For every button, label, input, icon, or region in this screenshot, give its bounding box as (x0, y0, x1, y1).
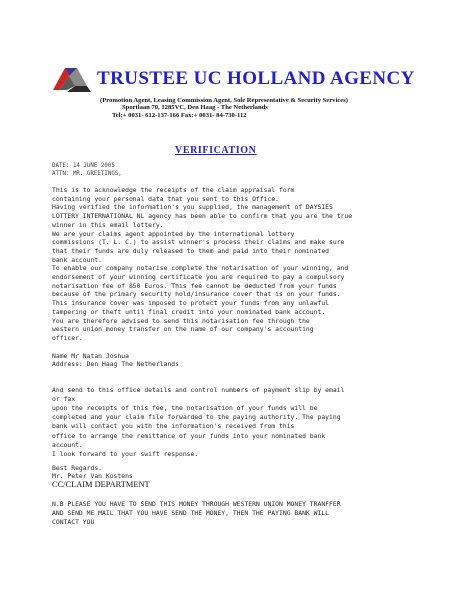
date-line: DATE: 14 JUNE 2005 (52, 163, 115, 169)
paragraph2-line: And send to this office details and control numbers of payment slip by email (52, 386, 345, 394)
payee-name-line: Name Mr Natan Joshua (52, 352, 129, 360)
letterhead-details (100, 97, 400, 119)
agency-logo (47, 60, 93, 94)
paragraph2-line: account. (52, 440, 83, 449)
department-line: CC/CLAIM DEPARTMENT (52, 480, 150, 489)
paragraph2-line: completed and your claim file forwarded to the paying authority. The paying (52, 413, 341, 422)
agency-subtitle: (Promotion Agent, Leasing Commission Agent, Sole Representative & Security Services) (100, 97, 348, 104)
nb-line: AND SEND ME MAIL THAT YOU HAVE SEND THE MONEY, THEN THE PAYING BANK WILL (52, 509, 330, 517)
paragraph1-line: bank account. (52, 255, 103, 264)
paragraph1-line: commissions (T. L. C.) to assist winner's process their claims and make sure (52, 238, 345, 247)
nb-line: CONTACT YOU (52, 518, 95, 526)
agency-address: Sportlaan 70, 1285VC, Den Haag - The Netherlands (122, 104, 268, 112)
signer-line: Mr. Peter Van Kostens (52, 472, 133, 480)
paragraph2-line: upon the receipts of this fee, the notarisation of your funds will be (52, 404, 318, 413)
paragraph2-line: bank will contact you with the information's received from this (52, 422, 295, 431)
attn-line: ATTN: MR. GREETINGS, (52, 171, 122, 177)
paragraph1-line: endorsement of your winning certificate you are required to pay a compulsory (52, 273, 345, 281)
paragraph1-line: containing your personal data that you sent to this Office. (52, 194, 280, 203)
paragraph1-line: that their funds are duly released to them and paid into their nominated (52, 246, 330, 255)
payee-address-line: Address: Den Haag The Netherlands (52, 360, 179, 368)
paragraph1-line: because of the primary security hold/insurance cover that is on your funds. (52, 290, 341, 299)
paragraph1-line: This insurance cover was imposed to protect your funds from any unlawful (52, 299, 330, 308)
paragraph1-line: We are your claims agent appointed by the international lottery (52, 229, 295, 238)
paragraph2-line: office to arrange the remittance of your funds into your nominated bank (52, 431, 326, 440)
paragraph1-line: This is to acknowledge the receipts of the claim appraisal form (52, 186, 295, 194)
document-heading: VERIFICATION (175, 145, 257, 156)
paragraph1-line: tampering or theft until final credit into your nominated bank account. (52, 307, 326, 316)
paragraph2-line: I look forward to your swift response. (52, 449, 199, 458)
paragraph2-line: or fax (52, 395, 76, 404)
agency-name: TRUSTEE UC HOLLAND AGENCY (97, 68, 415, 89)
regards-line: Best Regards. (52, 464, 103, 472)
paragraph1-line: western union money transfer on the name of our company's accounting (52, 325, 314, 334)
agency-contact: Tel:+ 0031- 612-137-166 Fax:+ 0031- 84-730-112 (112, 111, 247, 119)
paragraph1-line: To enable our company notarise complete the notarisation of your winning, and (52, 264, 349, 273)
paragraph1-line: LOTTERY INTERNATIONAL NL agency has been able to confirm that you are the true (52, 212, 353, 221)
paragraph1-line: winner in this email lottery. (52, 220, 164, 229)
nb-line: N.B PLEASE YOU HAVE TO SEND THIS MONEY THROUGH WESTERN UNION MONEY TRANFFER (52, 500, 341, 508)
paragraph1-line: Having verified the information's you supplied, the management of DAYSIES (52, 203, 333, 212)
paragraph1-line: notarisation fee of 850 Euros. This fee cannot be deducted from your funds (52, 281, 337, 290)
paragraph1-line: officer. (52, 333, 83, 342)
paragraph1-line: You are therefore advised to send this notarisation fee through the (52, 316, 310, 325)
